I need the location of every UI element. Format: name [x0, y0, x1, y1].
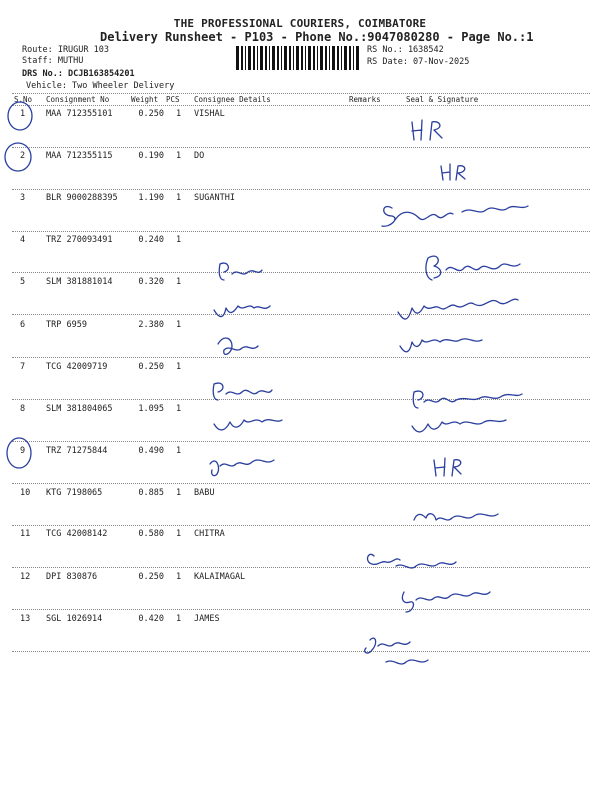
signature-row-12	[402, 592, 490, 612]
row-pcs: 1	[176, 362, 182, 372]
row-consignee: KALAIMAGAL	[194, 572, 246, 582]
col-sno: S.No	[14, 95, 33, 104]
row-pcs: 1	[176, 488, 182, 498]
row-pcs: 1	[176, 404, 182, 414]
row-consignment: TCG 42009719	[46, 362, 108, 372]
remark-row-7	[218, 338, 258, 354]
rs-date: RS Date: 07-Nov-2025	[367, 57, 470, 67]
row-pcs: 1	[176, 446, 182, 456]
row-consignee: JAMES	[194, 614, 220, 624]
signature-row-11	[368, 554, 456, 568]
circled-row-9	[7, 438, 31, 468]
row-pcs: 1	[176, 109, 182, 119]
remark-row-6	[214, 306, 270, 317]
row-consignee: BABU	[194, 488, 215, 498]
row-sno: 2	[20, 151, 26, 161]
remark-row-9b	[210, 460, 274, 476]
row-consignment: SLM 381881014	[46, 277, 113, 287]
row-weight: 0.490	[138, 446, 164, 456]
row-consignment: MAA 712355115	[46, 151, 113, 161]
signature-row-9b	[434, 458, 461, 476]
row-consignment: MAA 712355101	[46, 109, 113, 119]
row-weight: 2.380	[138, 320, 164, 330]
row-consignment: SGL 1026914	[46, 614, 103, 624]
signature-row-7	[400, 339, 482, 352]
remark-row-5	[219, 263, 262, 280]
row-weight: 1.095	[138, 404, 164, 414]
row-weight: 0.580	[138, 529, 164, 539]
row-sno: 4	[20, 235, 26, 245]
row-consignment: BLR 9000288395	[46, 193, 118, 203]
signature-row-10	[414, 514, 498, 520]
row-sno: 1	[20, 109, 26, 119]
row-weight: 0.240	[138, 235, 164, 245]
row-weight: 0.250	[138, 572, 164, 582]
row-consignee: VISHAL	[194, 109, 225, 119]
row-sno: 5	[20, 277, 26, 287]
row-consignee: DO	[194, 151, 205, 161]
remark-row-8	[213, 383, 272, 400]
remark-row-9a	[214, 420, 282, 430]
row-pcs: 1	[176, 529, 182, 539]
row-pcs: 1	[176, 277, 182, 287]
signature-row-1	[412, 120, 442, 140]
row-pcs: 1	[176, 235, 182, 245]
row-consignment: KTG 7198065	[46, 488, 103, 498]
col-remarks: Remarks	[349, 95, 381, 104]
row-consignment: TCG 42008142	[46, 529, 108, 539]
runsheet-title: Delivery Runsheet - P103 - Phone No.:9047080280 - Page No.:1	[100, 30, 534, 44]
rs-number: RS No.: 1638542	[367, 45, 444, 55]
row-weight: 0.885	[138, 488, 164, 498]
row-pcs: 1	[176, 320, 182, 330]
row-consignment: TRZ 71275844	[46, 446, 108, 456]
row-sno: 12	[20, 572, 31, 582]
row-pcs: 1	[176, 614, 182, 624]
signature-row-9a	[412, 420, 506, 432]
row-sno: 3	[20, 193, 26, 203]
signature-row-6	[398, 299, 518, 319]
row-weight: 0.250	[138, 362, 164, 372]
row-sno: 6	[20, 320, 26, 330]
row-consignment: DPI 830876	[46, 572, 98, 582]
row-sno: 9	[20, 446, 26, 456]
row-consignee: SUGANTHI	[194, 193, 235, 203]
route-text: Route: IRUGUR 103	[22, 45, 109, 55]
row-sno: 8	[20, 404, 26, 414]
col-seal-signature: Seal & Signature	[406, 95, 479, 104]
row-pcs: 1	[176, 572, 182, 582]
circled-row-2	[5, 143, 31, 171]
company-name: THE PROFESSIONAL COURIERS, COIMBATORE	[173, 17, 427, 30]
row-consignment: TRP 6959	[46, 320, 87, 330]
col-weight: Weight	[131, 95, 159, 104]
row-consignment: TRZ 270093491	[46, 235, 113, 245]
row-weight: 1.190	[138, 193, 164, 203]
row-sno: 13	[20, 614, 31, 624]
row-weight: 0.320	[138, 277, 164, 287]
row-weight: 0.190	[138, 151, 164, 161]
row-consignment: SLM 381804065	[46, 404, 113, 414]
signature-row-3	[382, 206, 528, 226]
signature-row-5	[426, 256, 520, 280]
drs-number: DRS No.: DCJB163854201	[22, 69, 135, 79]
col-consignment: Consignment No	[46, 95, 110, 104]
col-consignee: Consignee Details	[194, 95, 271, 104]
signature-row-13	[365, 638, 428, 664]
row-consignee: CHITRA	[194, 529, 225, 539]
vehicle-text: Vehicle: Two Wheeler Delivery	[26, 81, 175, 91]
row-pcs: 1	[176, 193, 182, 203]
row-sno: 11	[20, 529, 31, 539]
row-sno: 7	[20, 362, 26, 372]
signature-row-8	[413, 391, 522, 408]
row-sno: 10	[20, 488, 31, 498]
col-pcs: PCS	[166, 95, 180, 104]
row-weight: 0.420	[138, 614, 164, 624]
row-weight: 0.250	[138, 109, 164, 119]
signature-row-2	[441, 164, 465, 180]
row-pcs: 1	[176, 151, 182, 161]
circled-row-1	[8, 102, 32, 130]
staff-text: Staff: MUTHU	[22, 56, 84, 66]
